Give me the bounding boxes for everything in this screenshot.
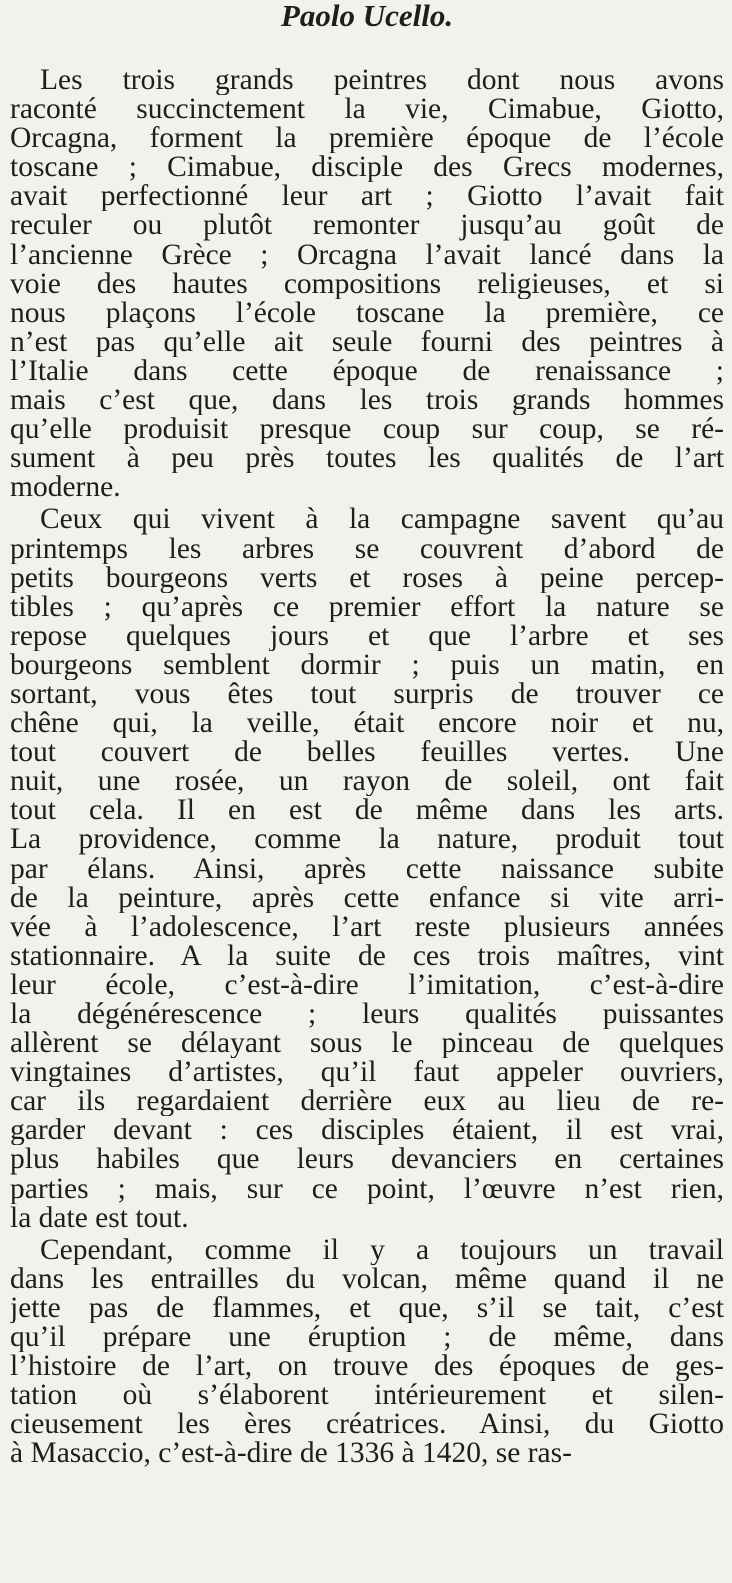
body-text — [10, 66, 724, 1469]
text-line: Ceux qui vivent à la campagne savent qu’au — [40, 505, 724, 535]
text-line: toscane ; Cimabue, disciple des Grecs modernes, — [10, 153, 724, 183]
text-line: car ils regardaient derrière eux au lieu de re- — [10, 1087, 724, 1117]
text-line: de la peinture, après cette enfance si vite arri- — [10, 883, 724, 913]
text-line: La providence, comme la nature, produit tout — [10, 825, 724, 855]
text-line: la date est tout. — [10, 1203, 189, 1233]
text-line: petits bourgeons verts et roses à peine percep- — [10, 563, 724, 593]
text-line: sument à peu près toutes les qualités de l’art — [10, 444, 724, 474]
text-line: qu’elle produisit presque coup sur coup, se ré- — [10, 415, 724, 445]
text-line: chêne qui, la veille, était encore noir et nu, — [10, 709, 724, 739]
text-line: l’histoire de l’art, on trouve des époques de ges- — [10, 1352, 724, 1382]
text-line: vingtaines d’artistes, qu’il faut appeler ouvriers, — [10, 1058, 724, 1088]
text-line: repose quelques jours et que l’arbre et ses — [10, 621, 724, 651]
text-line: tout cela. Il en est de même dans les arts. — [10, 796, 724, 826]
page-title: Paolo Ucello. — [280, 0, 454, 33]
text-line: plus habiles que leurs devanciers en certaines — [10, 1145, 724, 1175]
text-line: à Masaccio, c’est-à-dire de 1336 à 1420, se ras- — [10, 1439, 572, 1469]
text-line: bourgeons semblent dormir ; puis un matin, en — [10, 650, 724, 680]
text-line: dans les entrailles du volcan, même quand il ne — [10, 1264, 724, 1294]
text-line: la dégénérescence ; leurs qualités puissantes — [10, 1000, 724, 1030]
text-line: cieusement les ères créatrices. Ainsi, du Giotto — [10, 1410, 724, 1440]
text-line: vée à l’adolescence, l’art reste plusieurs années — [10, 912, 724, 942]
text-line: reculer ou plutôt remonter jusqu’au goût de — [10, 211, 724, 241]
paragraph — [10, 1236, 724, 1469]
text-line: stationnaire. A la suite de ces trois maîtres, vint — [10, 941, 724, 971]
text-line: tation où s’élaborent intérieurement et silen- — [10, 1381, 724, 1411]
paragraph — [10, 66, 724, 502]
text-line: tout couvert de belles feuilles vertes. Une — [10, 738, 724, 768]
text-line: leur école, c’est-à-dire l’imitation, c’est-à-dire — [10, 970, 724, 1000]
text-line: qu’il prépare une éruption ; de même, dans — [10, 1323, 724, 1353]
text-line: raconté succinctement la vie, Cimabue, Giotto, — [10, 95, 724, 125]
text-line: voie des hautes compositions religieuses, et si — [10, 269, 724, 299]
text-line: moderne. — [10, 473, 121, 503]
text-line: parties ; mais, sur ce point, l’œuvre n’est rien, — [10, 1174, 724, 1204]
text-line: mais c’est que, dans les trois grands hommes — [10, 386, 724, 416]
text-line: nous plaçons l’école toscane la première, ce — [10, 298, 724, 328]
text-line: l’Italie dans cette époque de renaissance ; — [10, 356, 724, 387]
text-line: allèrent se délayant sous le pinceau de quelques — [10, 1029, 724, 1059]
text-line: n’est pas qu’elle ait seule fourni des peintres à — [10, 327, 724, 357]
text-line: jette pas de flammes, et que, s’il se tait, c’est — [10, 1293, 724, 1324]
text-line: tibles ; qu’après ce premier effort la nature se — [10, 592, 724, 622]
text-line: Orcagna, forment la première époque de l’école — [10, 124, 724, 154]
text-line: nuit, une rosée, un rayon de soleil, ont fait — [10, 767, 724, 797]
text-line: avait perfectionné leur art ; Giotto l’avait fait — [10, 182, 724, 212]
text-line: garder devant : ces disciples étaient, il est vrai, — [10, 1116, 724, 1146]
text-line: printemps les arbres se couvrent d’abord de — [10, 534, 724, 564]
text-line: Cependant, comme il y a toujours un travail — [40, 1235, 724, 1265]
paragraph — [10, 505, 724, 1232]
text-line: Les trois grands peintres dont nous avons — [40, 66, 724, 96]
text-line: l’ancienne Grèce ; Orcagna l’avait lancé dans la — [10, 240, 724, 270]
text-line: par élans. Ainsi, après cette naissance subite — [10, 854, 724, 884]
text-line: sortant, vous êtes tout surpris de trouver ce — [10, 679, 724, 710]
